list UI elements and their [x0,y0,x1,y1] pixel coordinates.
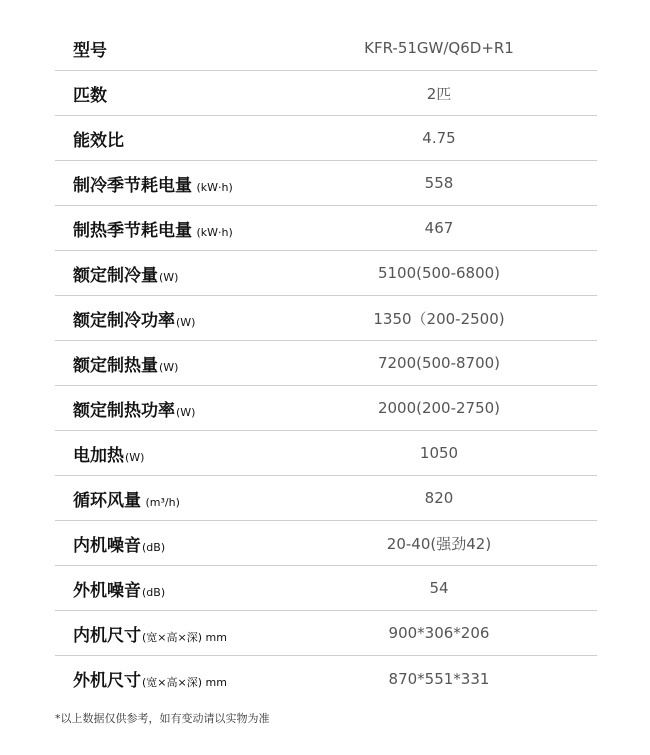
spec-label-text: 额定制冷功率 [73,310,175,331]
spec-value: 2000(200-2750) [377,399,501,417]
disclaimer-footnote: *以上数据仅供参考，如有变动请以实物为准 [55,712,270,725]
spec-value: KFR-51GW/Q6D+R1 [364,39,514,57]
spec-label [55,81,325,106]
spec-label [55,216,325,241]
spec-row-model [55,26,597,71]
spec-label [55,36,325,61]
spec-label-unit: (W) [159,360,179,374]
spec-label-unit: (宽×高×深) mm [142,676,227,689]
spec-label-text: 额定制冷量 [73,265,158,286]
spec-row-heating-seasonal-power [55,206,597,251]
spec-label [55,576,325,601]
spec-value: 54 [429,579,449,597]
spec-label-unit: (W) [176,315,196,329]
spec-label-unit: (W) [159,270,179,284]
spec-label-text: 外机尺寸 [73,671,141,691]
spec-row-efficiency-ratio [55,116,597,161]
spec-row-rated-heating-capacity [55,341,597,386]
spec-label-text: 匹数 [73,85,107,106]
spec-label-unit: (W) [125,450,145,464]
spec-row-outdoor-noise [55,566,597,611]
spec-label [55,441,325,466]
spec-label [55,486,325,511]
spec-value: 20-40(强劲42) [386,534,492,553]
spec-label-unit: (宽×高×深) mm [142,630,227,644]
spec-label-text: 内机尺寸 [73,625,141,646]
spec-label [55,531,325,556]
spec-value: 7200(500-8700) [377,354,501,372]
spec-value: 1350（200-2500) [373,309,505,328]
spec-label-unit: (m³/h) [142,495,180,509]
spec-label-unit: (W) [176,405,196,419]
spec-label [55,621,325,646]
spec-label [55,396,325,421]
spec-label [55,126,325,151]
spec-row-rated-heating-power [55,386,597,431]
spec-label-text: 额定制热功率 [73,400,175,421]
spec-value: 2匹 [426,84,452,103]
spec-value: 900*306*206 [388,624,490,642]
spec-row-indoor-dimensions [55,611,597,656]
spec-row-outdoor-dimensions [55,656,597,701]
spec-label-unit: (dB) [142,585,166,599]
spec-label-text: 制冷季节耗电量 [73,175,192,196]
spec-row-air-circulation [55,476,597,521]
spec-row-rated-cooling-power [55,296,597,341]
spec-label-text: 额定制热量 [73,355,158,376]
spec-label-unit: (kW·h) [193,180,233,194]
spec-label [55,351,325,376]
spec-row-indoor-noise [55,521,597,566]
spec-label-text: 型号 [73,40,107,61]
spec-label-text: 能效比 [73,130,124,151]
spec-value: 4.75 [422,129,456,147]
spec-row-rated-cooling-capacity [55,251,597,296]
spec-label [55,666,325,691]
spec-label [55,261,325,286]
spec-label-text: 制热季节耗电量 [73,220,192,241]
spec-row-cooling-seasonal-power [55,161,597,206]
spec-value: 467 [424,219,454,237]
spec-label [55,171,325,196]
spec-label-unit: (dB) [142,540,166,554]
spec-value: 870*551*331 [388,669,490,688]
spec-row-horsepower [55,71,597,116]
spec-value: 820 [424,489,454,507]
spec-label-text: 外机噪音 [73,580,141,601]
spec-label-text: 循环风量 [73,490,141,511]
spec-row-electric-heating [55,431,597,476]
spec-label [55,306,325,331]
spec-value: 1050 [419,444,459,462]
spec-value: 5100(500-6800) [377,264,501,282]
spec-value: 558 [424,174,454,192]
spec-table [55,26,597,701]
spec-label-text: 内机噪音 [73,535,141,556]
spec-label-unit: (kW·h) [193,225,233,239]
spec-label-text: 电加热 [73,445,124,466]
